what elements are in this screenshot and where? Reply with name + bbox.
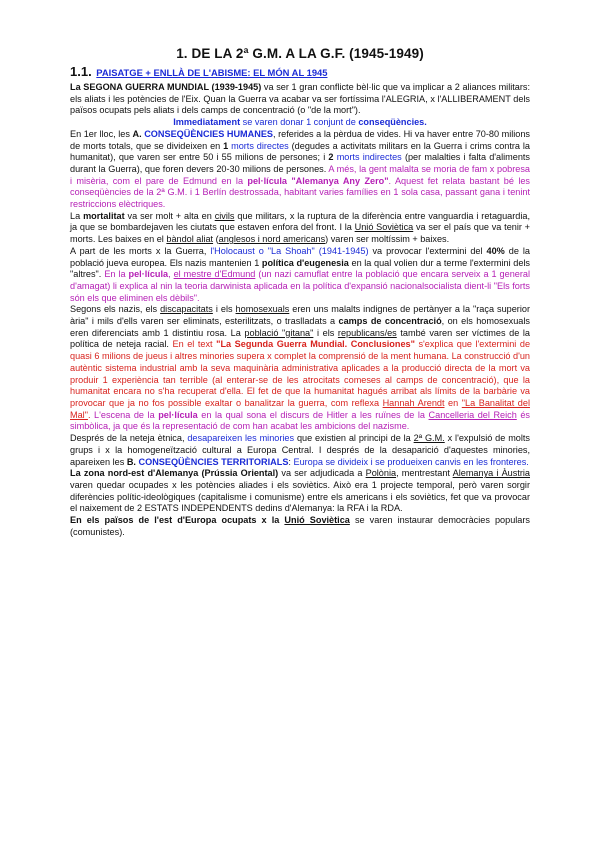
- paragraph-territorial-consequences: Després de la neteja ètnica, desapareixen les minories que existien al principi de la 2ª G.M. x l'expulsió de molts grups i x la homogeneïtzació cultural a Europa Central. I després de la desaparició d'aquestes minories, apareixen les B. CONSEQÜÈNCIES TERRITORIALS: Europa se divideix i se produeixen canvis en les fronteres.: [70, 433, 530, 467]
- paragraph-germany-division: La zona nord-est d'Alemanya (Prússia Oriental) va ser adjudicada a Polònia, mentrestant Alemanya i Àustria varen quedar ocupades x les potències aliades i els soviètics. Això era 1 projecte temporal, però varen sorgir diferències polític-ideològiques (capitalisme i comunisme) entre els americans i els soviètics, fet que va provocar el naixement de 2 ESTATS INDEPENDENTS dedins d'Alemanya: la RFA i la RDA.: [70, 468, 530, 514]
- section-number: 1.1.: [70, 64, 92, 79]
- paragraph-consequences-intro: Immediatament se varen donar 1 conjunt de conseqüències.: [173, 117, 427, 128]
- paragraph-mortality: La mortalitat va ser molt + alta en civils que militars, x la ruptura de la diferència entre vanguardia i retaguardia, ja que se bombardejaven les ciutats que estaven enfora del front. I la Unió Soviètica va ser el país que va tenir + morts. Les baixes en el bàndol aliat (anglesos i nord americans) varen ser moltíssim + baixes.: [70, 210, 531, 245]
- document-title: 1. DE LA 2ª G.M. A LA G.F. (1945-1949): [176, 46, 424, 61]
- paragraph-nazi-victims: Segons els nazis, els discapacitats i els homosexuals eren uns malalts indignes de pertànyer a la "raça superior ària" i mils d'ells varen ser eliminats, esterilitzats, o traslladats a camps de concentració, on els homosexuals eren diferenciats amb 1 distintiu rosa. La població "gitana" i els republicans/es també varen ser víctimes de la política de neteja racial. En el text "La Segunda Guerra Mundial. Conclusiones" s'explica que l'extermini de quasi 6 milions de jueus i altres minories supera x complet la comprensió de la ment humana. La construcció d'un autèntic sistema industrial amb la seva maquinària administrativa aplicades a la producció directa de la mort va produir 1 experiència tan terrible (al enterar-se de les atrocitats comeses al camps de concentració), que la humanitat encara no s'ha recuperat d'ella. El fet de que la humanitat hagués arribat als límits de la barbàrie va provocar que ja no fos possible exaltar o banalitzar la guerra, com reflexa Hannah Arendt en "La Banalitat del Mal". L'escena de la pel·lícula en la qual sona el discurs de Hitler a les ruïnes de la Cancelleria del Reich és simbòlica, ja que és la representació de com han acabat les ambicions del nazisme.: [70, 304, 531, 432]
- paragraph-eastern-europe: En els països de l'est d'Europa ocupats x la Unió Soviètica se varen instaurar democràcies populars (comunistes).: [70, 515, 530, 537]
- document-page: [70, 46, 530, 538]
- paragraph-holocaust: A part de les morts x la Guerra, l'Holocaust o "La Shoah" (1941-1945) va provocar l'extermini del 40% de la població jueva europea. Els nazis mantenien 1 política d'eugenesia en la qual volien dur a terme l'extermini dels "altres". En la pel·lícula, el mestre d'Edmund (un nazi camuflat entre la població que encara serveix a 1 general d'amagat) li explica al nin la teoria darwinista aplicada en la política d'expansió nacionalsocialista dient-li "Els forts són els que eliminen els dèbils".: [70, 245, 530, 303]
- section-title: PAISATGE + ENLLÀ DE L'ABISME: EL MÓN AL 1945: [96, 67, 328, 78]
- paragraph-human-consequences: En 1er lloc, les A. CONSEQÜÈNCIES HUMANES, referides a la pèrdua de vides. Hi va haver entre 70-80 milions de morts totals, que se divideixen en 1 morts directes (degudes a activitats militars en la Guerra i crims contra la humanitat), que varen ser entre 50 i 55 milions de persones; i 2 morts indirectes (per malalties i falta d'aliments durant la Guerra), que foren devers 20-30 milions de persones. A més, la gent malalta se moria de fam x pobresa i misèria, com el pare de Edmund en la pel·lícula "Alemanya Any Zero". Aquest fet relata bastant bé les conseqüències de la 2ª G.M. i 1 Berlín destrossada, habitant varies famílies en 1 sola casa, passant gana i tenint restriccions elèctriques.: [70, 128, 531, 210]
- section-heading: [70, 66, 530, 79]
- paragraph-second-world-war: La SEGONA GUERRA MUNDIAL (1939-1945) va ser 1 gran conflicte bèl·lic que va implicar a 2 aliances militars: els aliats i les potències de l'Eix. Quan la Guerra va acabar va ser fortíssima l'ALEGRIA, x l'ALLIBERAMENT dels països ocupats pels aliats i dels camps de concentració (o "de la mort").: [70, 82, 530, 116]
